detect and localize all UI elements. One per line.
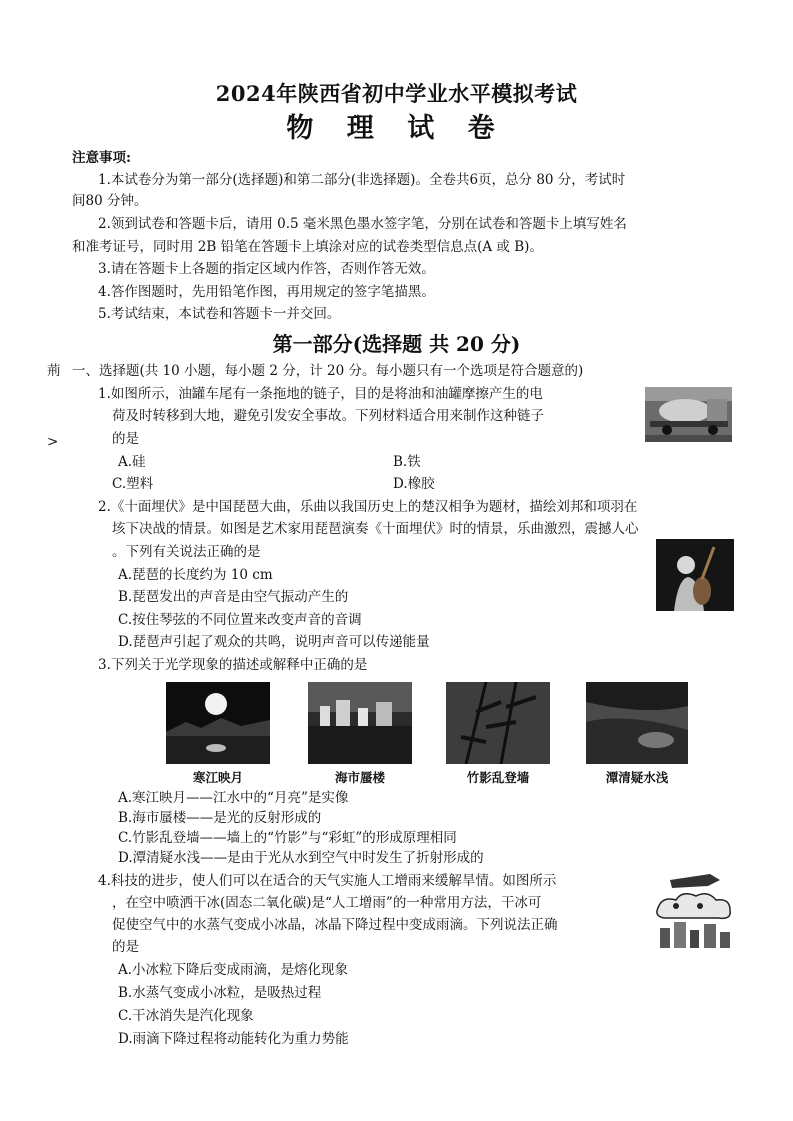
q4-stem-line-4: 的是: [112, 939, 139, 955]
note-2-line-2: 和准考证号，同时用 2B 铅笔在答题卡上填涂对应的试卷类型信息点(A 或 B)。: [72, 239, 543, 255]
q3-option-d: D.潭清疑水浅——是由于光从水到空气中时发生了折射形成的: [118, 850, 484, 866]
q4-option-d: D.雨滴下降过程将动能转化为重力势能: [118, 1031, 349, 1047]
q3-caption-3: 竹影乱登墙: [466, 770, 530, 785]
q1-option-b: B.铁: [393, 454, 421, 470]
q4-stem-line-3: 促使空气中的水蒸气变成小冰晶，冰晶下降过程中变成雨滴。下列说法正确: [112, 917, 558, 933]
q2-option-d: D.琵琶声引起了观众的共鸣，说明声音可以传递能量: [118, 634, 430, 650]
note-3: 3.请在答题卡上各题的指定区域内作答，否则作答无效。: [98, 261, 435, 277]
q3-caption-4: 潭清疑水浅: [605, 770, 669, 785]
tanker-truck-image: [645, 387, 732, 442]
section-1-instruction: 一、选择题(共 10 小题，每小题 2 分，计 20 分。每小题只有一个选项是符合题意的): [72, 363, 584, 379]
section-1-title: 第一部分(选择题 共 20 分): [272, 332, 521, 356]
note-2-line-1: 2.领到试卷和答题卡后，请用 0.5 毫米黑色墨水签字笔，分别在试卷和答题卡上填写姓名: [98, 216, 627, 232]
q2-option-b: B.琵琶发出的声音是由空气振动产生的: [118, 589, 349, 605]
q3-caption-1: 寒江映月: [192, 770, 243, 785]
q2-stem-line-2: 垓下决战的情景。如图是艺术家用琵琶演奏《十面埋伏》时的情景，乐曲激烈，震撼人心: [112, 521, 639, 537]
q3-image-mirage: [308, 682, 412, 764]
q4-stem-line-1: 4.科技的进步，使人们可以在适合的天气实施人工增雨来缓解旱情。如图所示: [98, 873, 557, 889]
note-1-line-2: 间80 分钟。: [72, 193, 148, 209]
q3-option-b: B.海市蜃楼——是光的反射形成的: [118, 810, 322, 826]
q4-option-a: A.小冰粒下降后变成雨滴，是熔化现象: [118, 962, 349, 978]
notes-heading: 注意事项:: [72, 150, 131, 166]
q3-caption-2: 海市蜃楼: [334, 770, 385, 785]
q2-stem-line-1: 2.《十面埋伏》是中国琵琶大曲，乐曲以我国历史上的楚汉相争为题材，描绘刘邦和项羽在: [98, 499, 638, 515]
q3-image-bamboo-shadow: [446, 682, 550, 764]
q2-option-a: A.琵琶的长度约为 10 cm: [118, 567, 273, 583]
note-4: 4.答作图题时，先用铅笔作图，再用规定的签字笔描黑。: [98, 284, 435, 300]
q4-option-b: B.水蒸气变成小冰粒，是吸热过程: [118, 985, 322, 1001]
q3-option-c: C.竹影乱登墙——墙上的“竹影”与“彩虹”的形成原理相同: [118, 830, 457, 846]
q1-option-a: A.硅: [118, 454, 146, 470]
q1-option-c: C.塑料: [112, 476, 154, 492]
q1-stem-line-1: 1.如图所示，油罐车尾有一条拖地的链子，目的是将油和油罐摩擦产生的电: [98, 386, 543, 402]
margin-mark: 荊: [47, 363, 61, 379]
exam-subtitle: 物 理 试 卷: [286, 113, 507, 144]
q3-image-clear-pool: [586, 682, 688, 764]
q3-image-moon-river: [166, 682, 270, 764]
q1-stem-line-3: 的是: [112, 431, 139, 447]
pipa-performer-image: [656, 539, 734, 611]
q2-option-c: C.按住琴弦的不同位置来改变声音的音调: [118, 612, 362, 628]
note-1-line-1: 1.本试卷分为第一部分(选择题)和第二部分(非选择题)。全卷共6页，总分 80 分，考试时: [98, 172, 626, 188]
q3-option-a: A.寒江映月——江水中的“月亮”是实像: [118, 790, 349, 806]
q1-stem-line-2: 荷及时转移到大地，避免引发安全事故。下列材料适合用来制作这种链子: [112, 408, 544, 424]
q4-stem-line-2: ，在空中喷洒干冰(固态二氧化碳)是“人工增雨”的一种常用方法，干冰可: [112, 895, 542, 911]
margin-side-mark: >: [47, 434, 59, 450]
q4-option-c: C.干冰消失是汽化现象: [118, 1008, 254, 1024]
cloud-seeding-image: [650, 866, 736, 952]
q3-stem: 3.下列关于光学现象的描述或解释中正确的是: [98, 657, 368, 673]
exam-title: 2024年陕西省初中学业水平模拟考试: [215, 81, 578, 106]
note-5: 5.考试结束，本试卷和答题卡一并交回。: [98, 306, 341, 322]
q2-stem-line-3: 。下列有关说法正确的是: [112, 544, 261, 560]
q1-option-d: D.橡胶: [393, 476, 435, 492]
